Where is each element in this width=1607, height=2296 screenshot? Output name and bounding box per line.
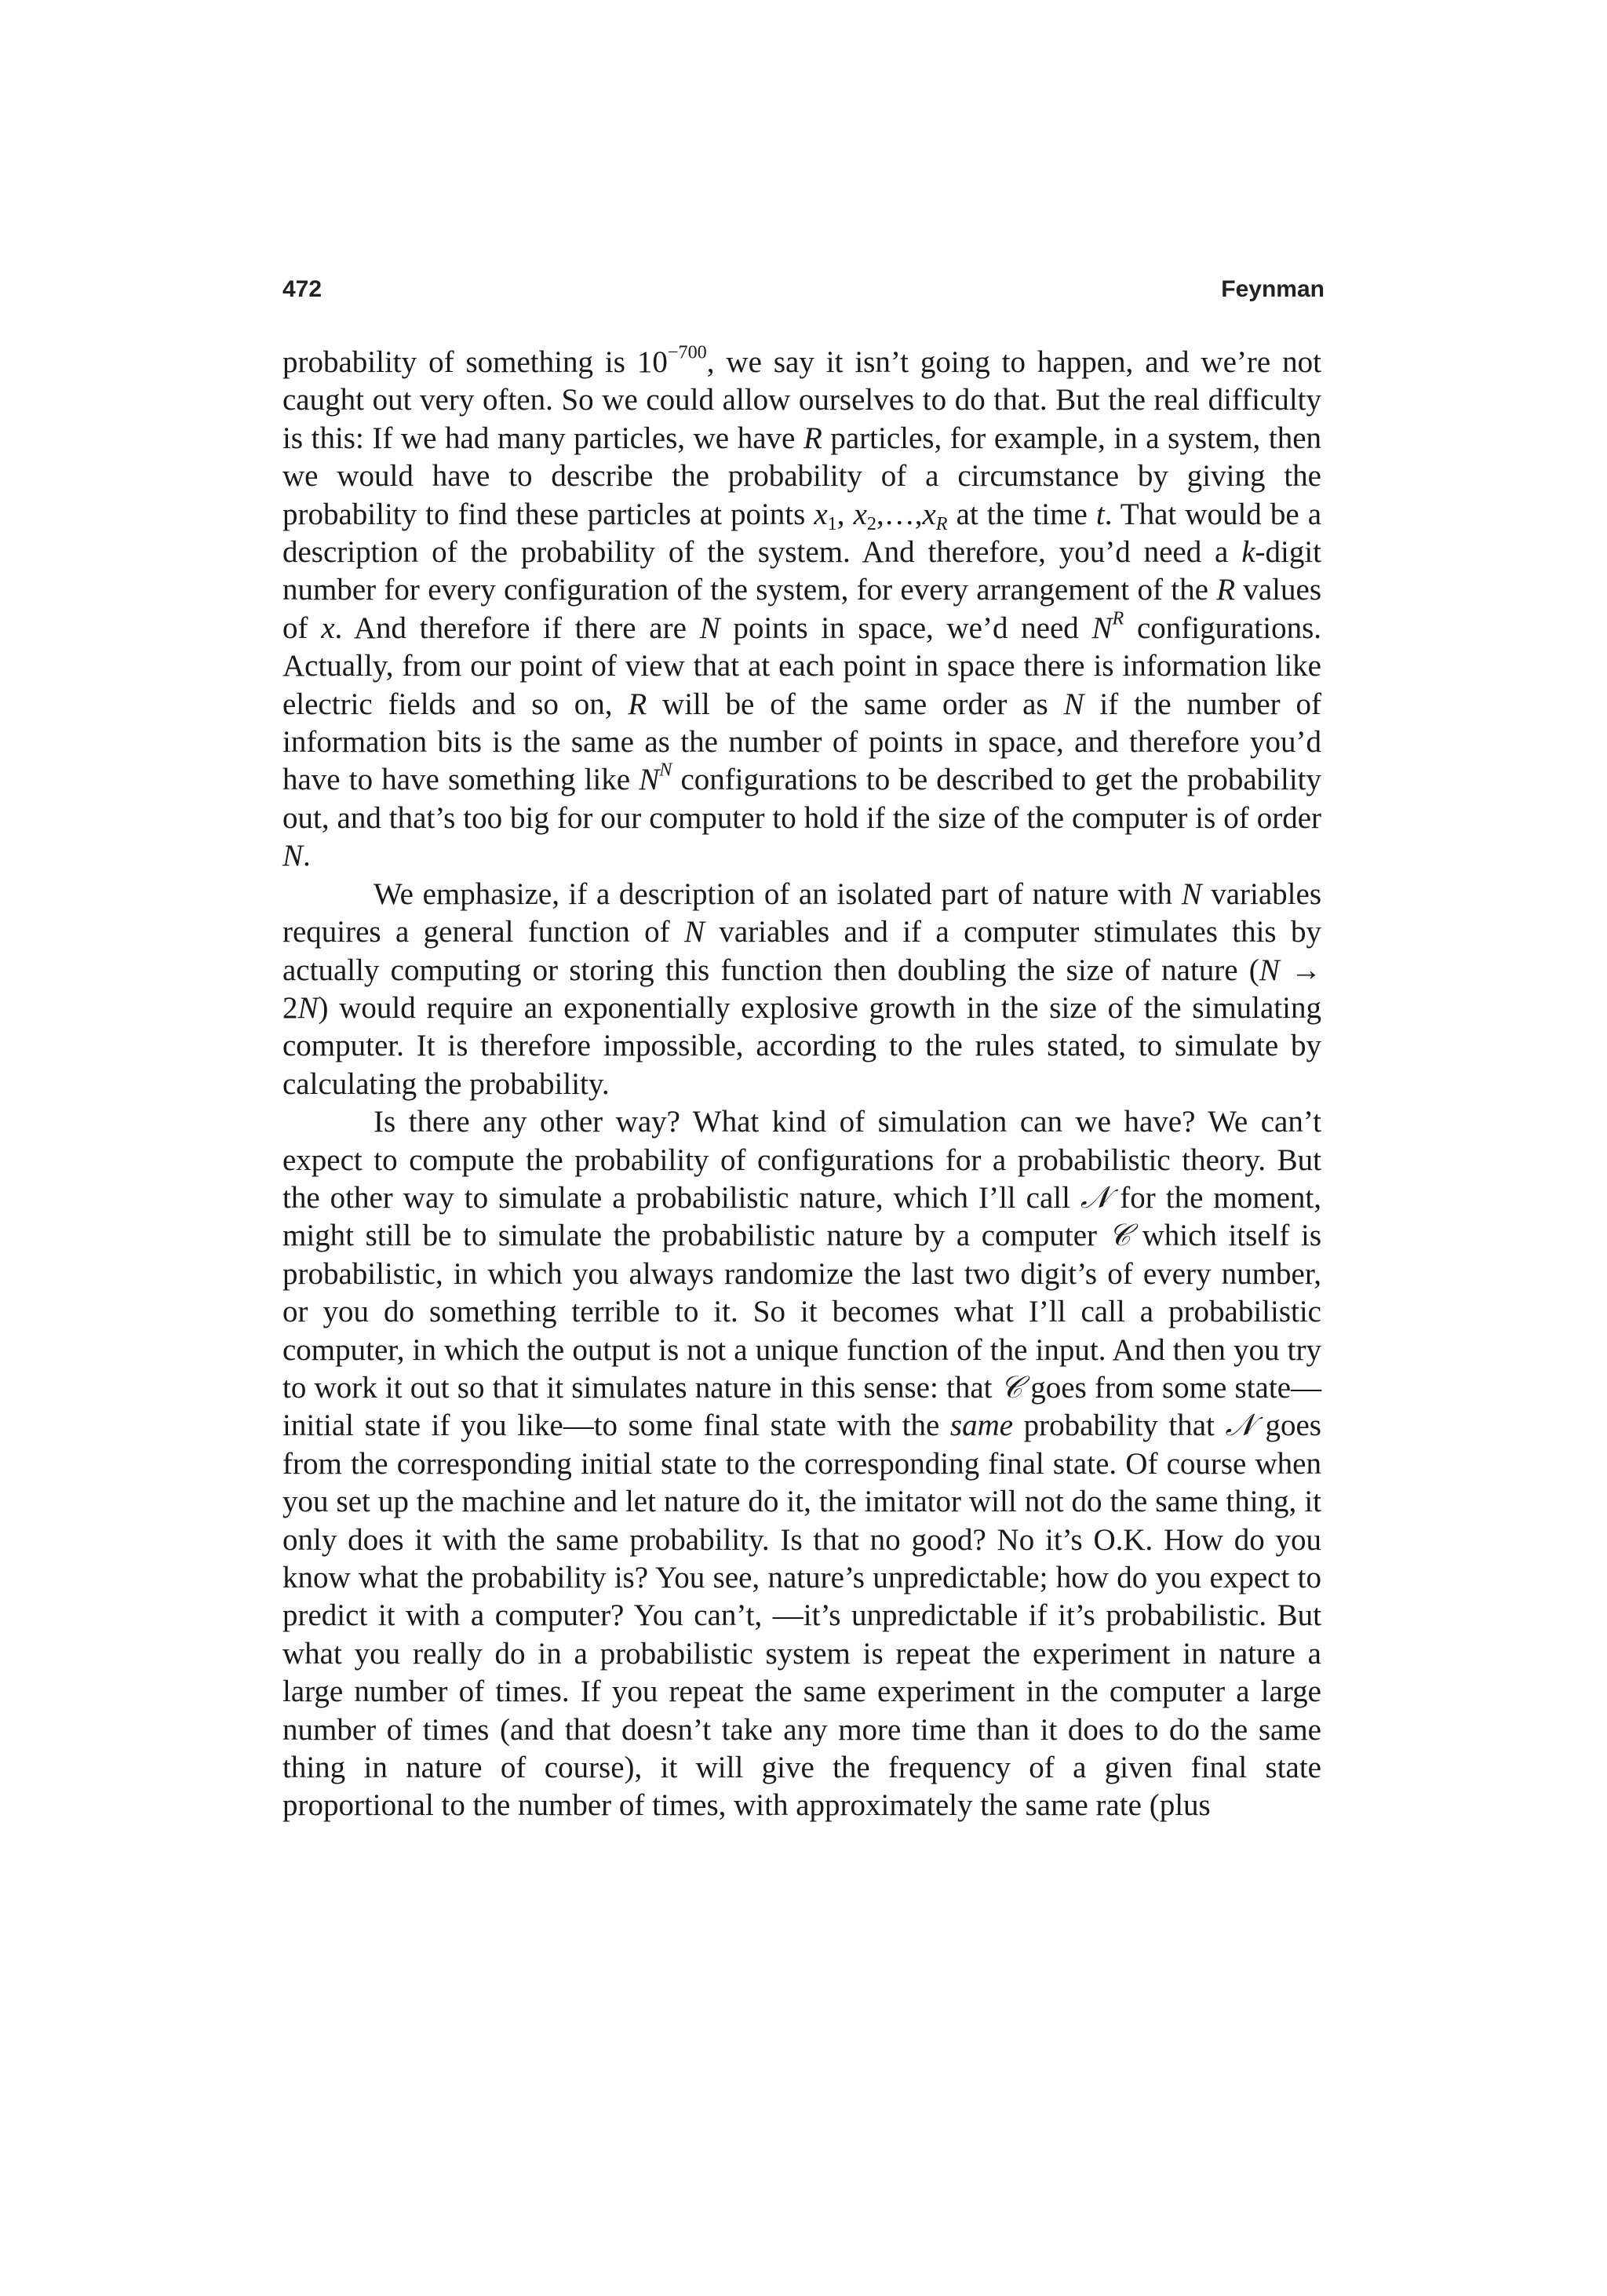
computer-symbol: 𝒞: [1108, 1218, 1131, 1254]
text-run: . That would be a description of the probability of the system. And therefore, you’d need a: [282, 497, 1322, 570]
math-variable: N: [1181, 876, 1202, 911]
paragraph-3: [282, 1103, 1321, 1825]
math-variable: N: [1063, 687, 1084, 721]
math-variable: R: [803, 421, 822, 455]
math-variable: x: [922, 497, 936, 531]
exponent: N: [659, 760, 672, 782]
math-variable: N: [699, 610, 720, 645]
text-run: values of: [282, 573, 1321, 645]
text-run: .: [303, 839, 311, 873]
subscript: 1: [827, 512, 837, 534]
text-run: -digit number for every configuration of the system, for every arrangement of the: [282, 535, 1321, 607]
math-variable: R: [628, 687, 647, 721]
text-run: particles, for example, in a system, then we would have to describe the probability of a circumstance by giving the probability to find these particles at points: [282, 421, 1322, 531]
subscript: 2: [866, 512, 876, 534]
text-run: will be of the same order as: [647, 687, 1064, 721]
text-run: at the time: [947, 497, 1096, 531]
paragraph-2: [282, 876, 1321, 1103]
text-run: configurations. Actually, from our point of view that at each point in space there is information like electric fields and so on,: [282, 610, 1321, 721]
text-run: , we say it isn’t going to happen, and we’re not caught out very often. So we could allow ourselves to do that. But the real difficulty is this: If we had many particles, we have: [282, 345, 1321, 455]
text-run: probability that: [1013, 1409, 1226, 1443]
math-variable: t: [1095, 497, 1105, 531]
math-variable: x: [814, 497, 828, 531]
math-variable: x: [321, 610, 335, 645]
text-run: points in space, we’d need: [720, 610, 1092, 645]
math-variable: N: [282, 839, 304, 873]
math-variable: N: [1259, 953, 1280, 987]
nature-symbol: 𝒩: [1080, 1179, 1110, 1215]
exponent: R: [1112, 607, 1124, 629]
computer-symbol: 𝒞: [1000, 1369, 1023, 1405]
text-run: for the moment, might still be to simulate the probabilistic nature by a computer: [282, 1180, 1321, 1253]
text-run: which itself is probabilistic, in which you always randomize the last two digit’s of every number, or you do something terrible to it. So it becomes what I’ll call a probabilistic computer, in which the output is not a unique function of the input. And then you try to work it out so that it simulates nature in this sense: that: [282, 1219, 1321, 1405]
arrow-symbol: → 2: [282, 953, 1322, 1025]
text-run: variables requires a general function of: [282, 876, 1322, 949]
exponent: −700: [667, 341, 707, 363]
text-run: if the number of information bits is the same as the number of points in space, and therefore you’d have to have something like: [282, 687, 1321, 797]
emphasis: same: [949, 1409, 1014, 1443]
text-run: We emphasize, if a description of an isolated part of nature with: [374, 876, 1182, 911]
text-run: . And therefore if there are: [334, 610, 700, 645]
math-variable: N: [1091, 610, 1113, 645]
text-run: ,: [836, 497, 854, 531]
text-run: goes from the corresponding initial state to the corresponding final state. Of course when you set up the machine and let nature do it, the imitator will not do the same thing, it only does it with the same probability. Is that no good? No it’s O.K. How do you know what the probability is? You see, nature’s unpredictable; how do you expect to predict it with a computer? You can’t, —it’s unpredictable if it’s probabilistic. But what you really do in a probabilistic system is repeat the experiment in nature a large number of times. If you repeat the same experiment in the computer a large number of times (and that doesn’t take any more time than it does to do the same thing in nature of course), it will give the frequency of a given final state proportional to the number of times, with approximately the same rate (plus: [282, 1409, 1321, 1823]
math-variable: x: [853, 497, 867, 531]
text-run: goes from some state—initial state if you like—to some final state with the: [282, 1370, 1321, 1443]
subscript: R: [935, 512, 948, 534]
math-variable: R: [1216, 573, 1236, 607]
text-run: Is there any other way? What kind of simulation can we have? We can’t expect to compute the probability of configurations for a probabilistic theory. But the other way to simulate a probabilistic nature, which I’ll call: [282, 1105, 1321, 1215]
text-run: ) would require an exponentially explosive growth in the size of the simulating computer. It is therefore impossible, according to the rules stated, to simulate by calculating the probability.: [282, 990, 1321, 1101]
math-variable: k: [1241, 535, 1255, 570]
body-text: [282, 341, 1322, 1825]
text-run: ,…,: [876, 497, 923, 531]
page-header: [282, 276, 1325, 315]
paragraph-1: [282, 341, 1322, 876]
page-number: 472: [282, 276, 322, 302]
text-run: variables and if a computer stimulates this by actually computing or storing this function then doubling the size of nature (: [282, 915, 1321, 987]
math-variable: N: [684, 915, 705, 949]
math-variable: N: [297, 990, 319, 1025]
nature-symbol: 𝒩: [1225, 1408, 1255, 1444]
text-run: probability of something is 10: [282, 345, 668, 379]
running-head: Feynman: [1221, 276, 1325, 302]
text-run: configurations to be described to get the probability out, and that’s too big for our computer to hold if the size of the computer is of order: [282, 763, 1321, 835]
math-variable: N: [639, 763, 660, 797]
